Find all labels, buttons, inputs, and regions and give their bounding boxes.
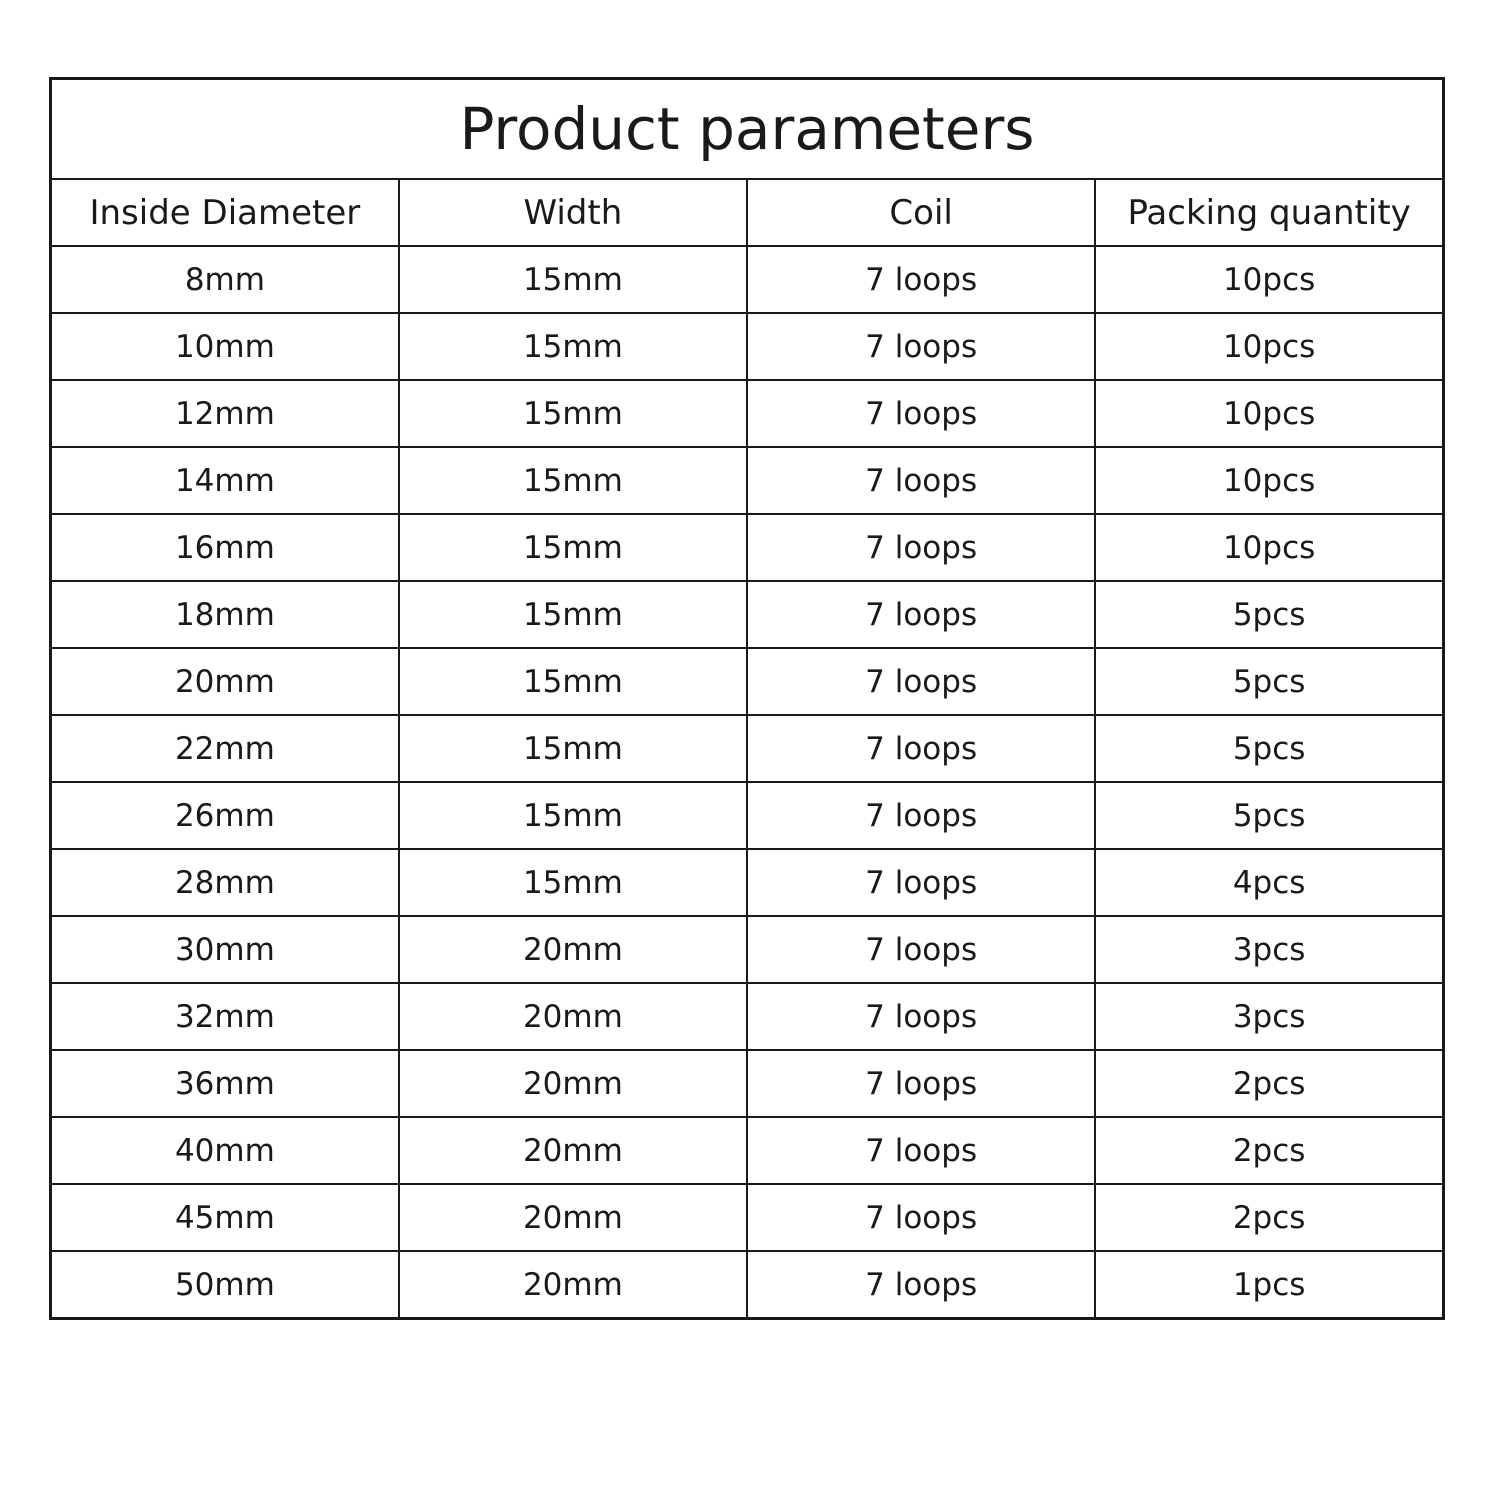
- cell-coil: 7 loops: [747, 849, 1095, 916]
- column-header-packing-quantity: Packing quantity: [1095, 179, 1443, 246]
- cell-width: 15mm: [399, 313, 747, 380]
- cell-width: 15mm: [399, 380, 747, 447]
- cell-width: 20mm: [399, 1184, 747, 1251]
- cell-coil: 7 loops: [747, 447, 1095, 514]
- table-title: Product parameters: [51, 79, 1444, 180]
- header-row: [51, 179, 1444, 246]
- cell-packing-quantity: 10pcs: [1095, 246, 1443, 313]
- title-row: [51, 79, 1444, 180]
- cell-width: 15mm: [399, 849, 747, 916]
- cell-packing-quantity: 5pcs: [1095, 581, 1443, 648]
- cell-inside-diameter: 32mm: [51, 983, 399, 1050]
- cell-packing-quantity: 2pcs: [1095, 1117, 1443, 1184]
- cell-coil: 7 loops: [747, 983, 1095, 1050]
- cell-coil: 7 loops: [747, 380, 1095, 447]
- cell-inside-diameter: 36mm: [51, 1050, 399, 1117]
- cell-width: 20mm: [399, 916, 747, 983]
- cell-inside-diameter: 30mm: [51, 916, 399, 983]
- table-row: [51, 849, 1444, 916]
- cell-packing-quantity: 2pcs: [1095, 1184, 1443, 1251]
- table-body: [51, 246, 1444, 1319]
- cell-inside-diameter: 10mm: [51, 313, 399, 380]
- table-row: [51, 782, 1444, 849]
- cell-packing-quantity: 1pcs: [1095, 1251, 1443, 1319]
- cell-width: 20mm: [399, 983, 747, 1050]
- cell-packing-quantity: 4pcs: [1095, 849, 1443, 916]
- cell-inside-diameter: 12mm: [51, 380, 399, 447]
- product-parameters-table: [49, 77, 1445, 1320]
- cell-coil: 7 loops: [747, 648, 1095, 715]
- cell-packing-quantity: 10pcs: [1095, 380, 1443, 447]
- cell-width: 15mm: [399, 246, 747, 313]
- cell-inside-diameter: 45mm: [51, 1184, 399, 1251]
- column-header-width: Width: [399, 179, 747, 246]
- table-row: [51, 916, 1444, 983]
- table-row: [51, 1184, 1444, 1251]
- table-row: [51, 648, 1444, 715]
- cell-coil: 7 loops: [747, 782, 1095, 849]
- table-row: [51, 983, 1444, 1050]
- cell-width: 15mm: [399, 715, 747, 782]
- cell-packing-quantity: 2pcs: [1095, 1050, 1443, 1117]
- table-row: [51, 715, 1444, 782]
- cell-coil: 7 loops: [747, 313, 1095, 380]
- column-header-coil: Coil: [747, 179, 1095, 246]
- cell-inside-diameter: 8mm: [51, 246, 399, 313]
- table-row: [51, 313, 1444, 380]
- column-header-inside-diameter: Inside Diameter: [51, 179, 399, 246]
- cell-packing-quantity: 3pcs: [1095, 983, 1443, 1050]
- table-row: [51, 246, 1444, 313]
- cell-coil: 7 loops: [747, 246, 1095, 313]
- table-row: [51, 1117, 1444, 1184]
- cell-packing-quantity: 5pcs: [1095, 648, 1443, 715]
- cell-coil: 7 loops: [747, 715, 1095, 782]
- cell-width: 15mm: [399, 782, 747, 849]
- cell-width: 15mm: [399, 447, 747, 514]
- cell-packing-quantity: 10pcs: [1095, 313, 1443, 380]
- cell-coil: 7 loops: [747, 1184, 1095, 1251]
- cell-width: 15mm: [399, 581, 747, 648]
- cell-packing-quantity: 5pcs: [1095, 782, 1443, 849]
- cell-inside-diameter: 18mm: [51, 581, 399, 648]
- table-row: [51, 514, 1444, 581]
- cell-width: 20mm: [399, 1117, 747, 1184]
- cell-coil: 7 loops: [747, 581, 1095, 648]
- cell-width: 15mm: [399, 648, 747, 715]
- cell-inside-diameter: 28mm: [51, 849, 399, 916]
- cell-coil: 7 loops: [747, 1117, 1095, 1184]
- cell-width: 20mm: [399, 1251, 747, 1319]
- cell-coil: 7 loops: [747, 916, 1095, 983]
- cell-packing-quantity: 3pcs: [1095, 916, 1443, 983]
- cell-packing-quantity: 5pcs: [1095, 715, 1443, 782]
- cell-inside-diameter: 20mm: [51, 648, 399, 715]
- table-row: [51, 1251, 1444, 1319]
- table-row: [51, 447, 1444, 514]
- cell-packing-quantity: 10pcs: [1095, 447, 1443, 514]
- table-row: [51, 581, 1444, 648]
- cell-inside-diameter: 16mm: [51, 514, 399, 581]
- cell-inside-diameter: 50mm: [51, 1251, 399, 1319]
- cell-coil: 7 loops: [747, 1251, 1095, 1319]
- cell-inside-diameter: 14mm: [51, 447, 399, 514]
- cell-coil: 7 loops: [747, 1050, 1095, 1117]
- cell-inside-diameter: 22mm: [51, 715, 399, 782]
- cell-packing-quantity: 10pcs: [1095, 514, 1443, 581]
- cell-inside-diameter: 40mm: [51, 1117, 399, 1184]
- cell-width: 15mm: [399, 514, 747, 581]
- cell-coil: 7 loops: [747, 514, 1095, 581]
- table-row: [51, 1050, 1444, 1117]
- cell-inside-diameter: 26mm: [51, 782, 399, 849]
- table-row: [51, 380, 1444, 447]
- cell-width: 20mm: [399, 1050, 747, 1117]
